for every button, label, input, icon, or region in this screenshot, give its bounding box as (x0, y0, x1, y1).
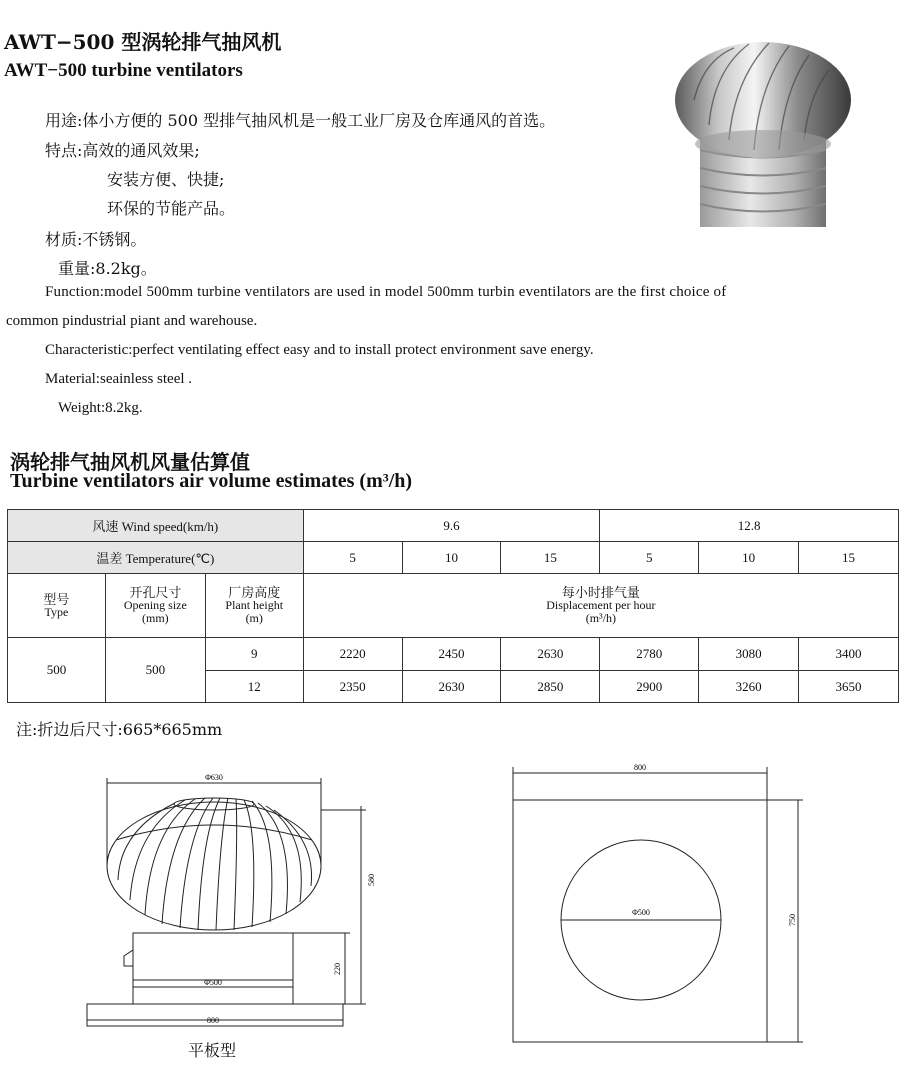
header-type-en: Type (44, 604, 69, 619)
material-text-cn: 材质:不锈钢。 (45, 230, 147, 249)
value-cell: 3080 (699, 638, 799, 671)
temp-value: 5 (303, 542, 402, 574)
header-disp-unit: (m³/h) (585, 611, 616, 625)
temp-value: 10 (699, 542, 799, 574)
feature-text-1: 特点:高效的通风效果; (45, 141, 200, 160)
plan-dim-height: 750 (788, 914, 797, 926)
header-row (8, 574, 899, 638)
characteristic-text: Characteristic:perfect ventilating effect easy and to install protect environment save energy. (45, 342, 594, 358)
header-type (8, 574, 106, 638)
function-text-line1: Function:model 500mm turbine ventilators are used in model 500mm turbin eventilators are the first choice of (45, 284, 727, 300)
value-cell: 3260 (699, 671, 799, 703)
value-cell: 3650 (799, 671, 899, 703)
header-plant-unit: (m) (245, 611, 263, 625)
value-cell: 2780 (600, 638, 699, 671)
value-cell: 2450 (402, 638, 501, 671)
value-cell: 2850 (501, 671, 600, 703)
header-plant (205, 574, 303, 638)
wind-speed-1: 9.6 (303, 510, 600, 542)
function-text-line2: common pindustrial piant and warehouse. (6, 313, 258, 329)
value-cell: 2630 (501, 638, 600, 671)
header-displacement (303, 574, 898, 638)
plan-drawing (505, 755, 815, 1055)
wind-speed-row (8, 510, 899, 542)
temperature-label: 温差 Temperature(℃) (8, 542, 304, 574)
table-row (8, 638, 899, 671)
temperature-row (8, 542, 899, 574)
wind-speed-2: 12.8 (600, 510, 899, 542)
height-cell: 12 (205, 671, 303, 703)
header-plant-cn: 厂房高度 (228, 585, 281, 600)
dim-dia-top: Φ630 (205, 773, 223, 782)
plan-dim-dia: Φ500 (632, 908, 650, 917)
header-type-cn: 型号 (43, 591, 70, 607)
height-cell: 9 (205, 638, 303, 671)
value-cell: 2350 (303, 671, 402, 703)
header-opening-en: Opening size (123, 598, 187, 612)
title-cn: AWT−500 型涡轮排气抽风机 (4, 30, 282, 54)
material-text-en: Material:seainless steel . (45, 371, 193, 387)
value-cell: 3400 (799, 638, 899, 671)
dim-dia-base: Φ500 (204, 978, 222, 987)
value-cell: 2630 (402, 671, 501, 703)
product-photo (664, 40, 864, 232)
dim-height-total: 580 (367, 874, 376, 886)
dim-height-base: 220 (333, 963, 342, 975)
note-text: 注:折边后尺寸:665*665mm (16, 720, 223, 739)
drawing-caption: 平板型 (188, 1041, 237, 1060)
plan-dim-width: 800 (634, 763, 646, 772)
header-opening-unit: (mm) (141, 611, 169, 625)
usage-text: 用途:体小方便的 500 型排气抽风机是一般工业厂房及仓库通风的首选。 (45, 111, 556, 130)
feature-text-3: 环保的节能产品。 (107, 199, 236, 218)
value-cell: 2900 (600, 671, 699, 703)
wind-speed-label: 风速 Wind speed(km/h) (8, 510, 304, 542)
section-title-cn: 涡轮排气抽风机风量估算值 (10, 450, 250, 474)
header-opening (105, 574, 205, 638)
header-disp-cn: 每小时排气量 (561, 585, 640, 600)
temp-value: 10 (402, 542, 501, 574)
header-disp-en: Displacement per hour (546, 598, 656, 612)
temp-value: 15 (501, 542, 600, 574)
section-title-en: Turbine ventilators air volume estimates (m³/h) (10, 470, 413, 492)
header-plant-en: Plant height (225, 598, 284, 612)
elevation-drawing (80, 770, 380, 1035)
value-cell: 2220 (303, 638, 402, 671)
temp-value: 15 (799, 542, 899, 574)
weight-text-en: Weight:8.2kg. (58, 400, 143, 416)
feature-text-2: 安装方便、快捷; (107, 170, 225, 189)
header-opening-cn: 开孔尺寸 (129, 585, 182, 600)
type-cell: 500 (8, 638, 106, 703)
opening-cell: 500 (105, 638, 205, 703)
temp-value: 5 (600, 542, 699, 574)
title-en: AWT−500 turbine ventilators (4, 60, 243, 81)
air-volume-table (7, 509, 899, 703)
weight-text-cn: 重量:8.2kg。 (58, 259, 157, 278)
dim-width-flange: 800 (207, 1016, 219, 1025)
